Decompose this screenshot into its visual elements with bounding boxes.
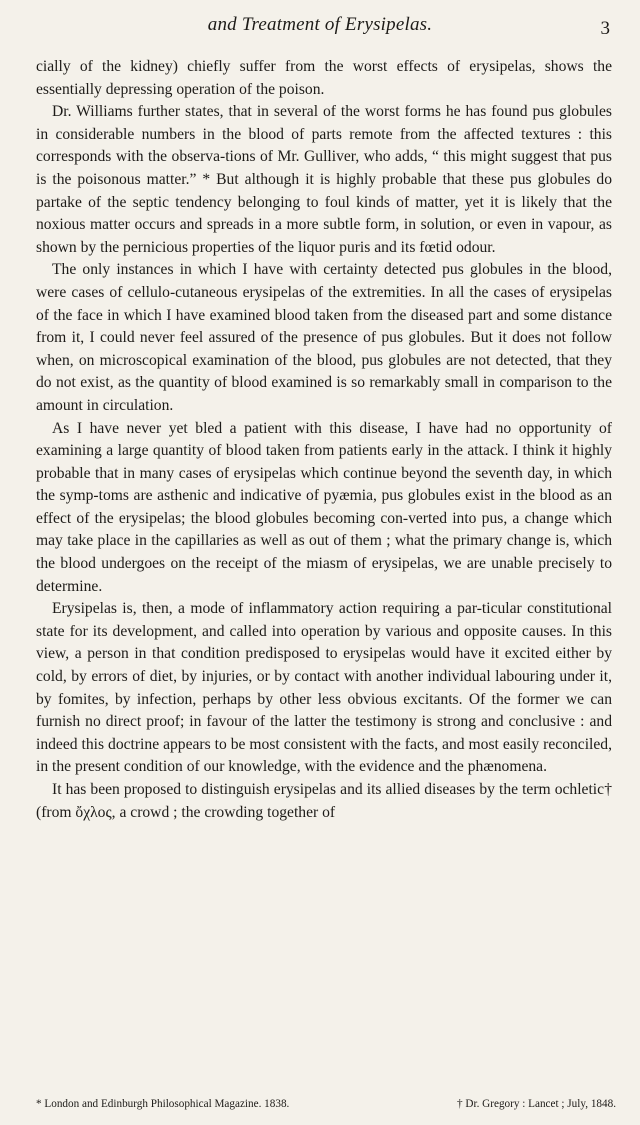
body-text	[36, 56, 612, 824]
paragraph: It has been proposed to distinguish erysipelas and its allied diseases by the term ochletic† (from ὄχλος, a crowd ; the crowding together of	[36, 781, 612, 821]
paragraph: The only instances in which I have with certainty detected pus globules in the blood, were cases of cellulo-cutaneous erysipelas of the extremities. In all the cases of erysipelas of the face in which I have examined blood taken from the diseased part and some distance from it, I could never feel assured of the presence of pus globules. But it does not follow when, on microscopical examination of the blood, pus globules are not detected, that they do not exist, as the quantity of blood examined is so remarkably small in comparison to the amount in circulation.	[36, 261, 612, 414]
footnotes	[36, 1097, 616, 1111]
footnote: † Dr. Gregory : Lancet ; July, 1848.	[457, 1098, 616, 1110]
running-head	[0, 8, 640, 42]
running-title: and Treatment of Erysipelas.	[207, 14, 433, 35]
paragraph: Dr. Williams further states, that in several of the worst forms he has found pus globules in considerable numbers in the blood of parts remote from the affected textures : this corresponds with the observa-tions of Mr. Gulliver, who adds, “ this might suggest that pus is the poisonous matter.” * But although it is highly probable that these pus globules do partake of the septic tendency belonging to foul kinds of matter, yet it is likely that the noxious matter occurs and spreads in a more subtle form, in solution, or even in vapour, as shown by the pernicious properties of the liquor puris and its fœtid odour.	[36, 103, 612, 256]
paragraph: Erysipelas is, then, a mode of inflammatory action requiring a par-ticular constitutional state for its development, and called into operation by various and opposite causes. In this view, a person in that condition predisposed to erysipelas would have it excited either by cold, by errors of diet, by injuries, or by contact with another individual labouring under it, by fomites, by infection, perhaps by other less obvious excitants. Of the former we can furnish no direct proof; in favour of the latter the testimony is strong and conclusive : and indeed this doctrine appears to be most consistent with the facts, and most easily reconciled, in the present condition of our knowledge, with the evidence and the phænomena.	[36, 600, 612, 776]
page-number: 3	[600, 18, 610, 39]
paragraph: cially of the kidney) chiefly suffer from the worst effects of erysipelas, shows the essentially depressing operation of the poison.	[36, 58, 612, 98]
footnote: * London and Edinburgh Philosophical Magazine. 1838.	[36, 1098, 290, 1110]
paragraph: As I have never yet bled a patient with this disease, I have had no opportunity of examining a large quantity of blood taken from patients early in the attack. I think it highly probable that in many cases of erysipelas which continue beyond the seventh day, in which the symp-toms are asthenic and indicative of pyæmia, pus globules exist in the blood as an effect of the erysipelas; the blood globules becoming con-verted into pus, a change which may take place in the capillaries as well as out of them ; what the primary change is, which the blood undergoes on the receipt of the miasm of erysipelas, we are unable precisely to determine.	[36, 419, 612, 595]
